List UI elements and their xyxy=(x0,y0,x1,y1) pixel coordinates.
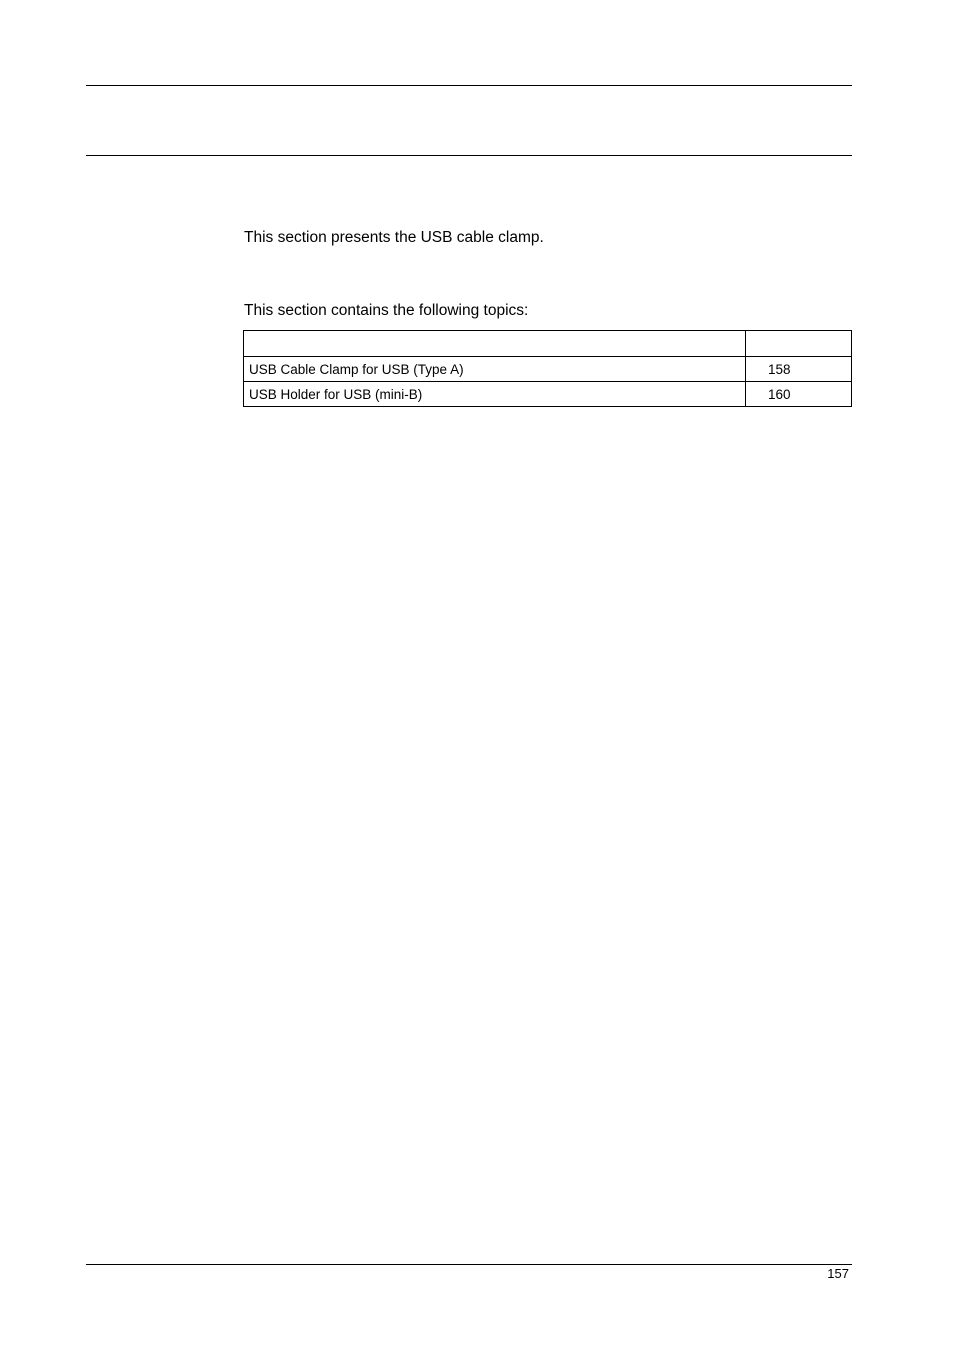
topic-cell xyxy=(244,382,746,407)
topic-column-header xyxy=(244,331,746,357)
table-row xyxy=(244,382,852,407)
table-row xyxy=(244,357,852,382)
page-cell: 158 xyxy=(746,357,852,382)
header-rule-bottom xyxy=(86,155,852,156)
footer-rule xyxy=(86,1264,852,1265)
topic-link[interactable]: USB Cable Clamp for USB (Type A) xyxy=(249,361,464,377)
contents-lead-paragraph: This section contains the following topics: xyxy=(244,302,529,319)
table-header-row xyxy=(244,331,852,357)
page-column-header xyxy=(746,331,852,357)
topic-cell xyxy=(244,357,746,382)
topics-table xyxy=(243,330,852,407)
intro-paragraph: This section presents the USB cable clamp. xyxy=(244,229,544,246)
header-rule-top xyxy=(86,85,852,86)
topic-link[interactable]: USB Holder for USB (mini-B) xyxy=(249,386,423,402)
page-number: 157 xyxy=(827,1266,849,1281)
page-cell: 160 xyxy=(746,382,852,407)
